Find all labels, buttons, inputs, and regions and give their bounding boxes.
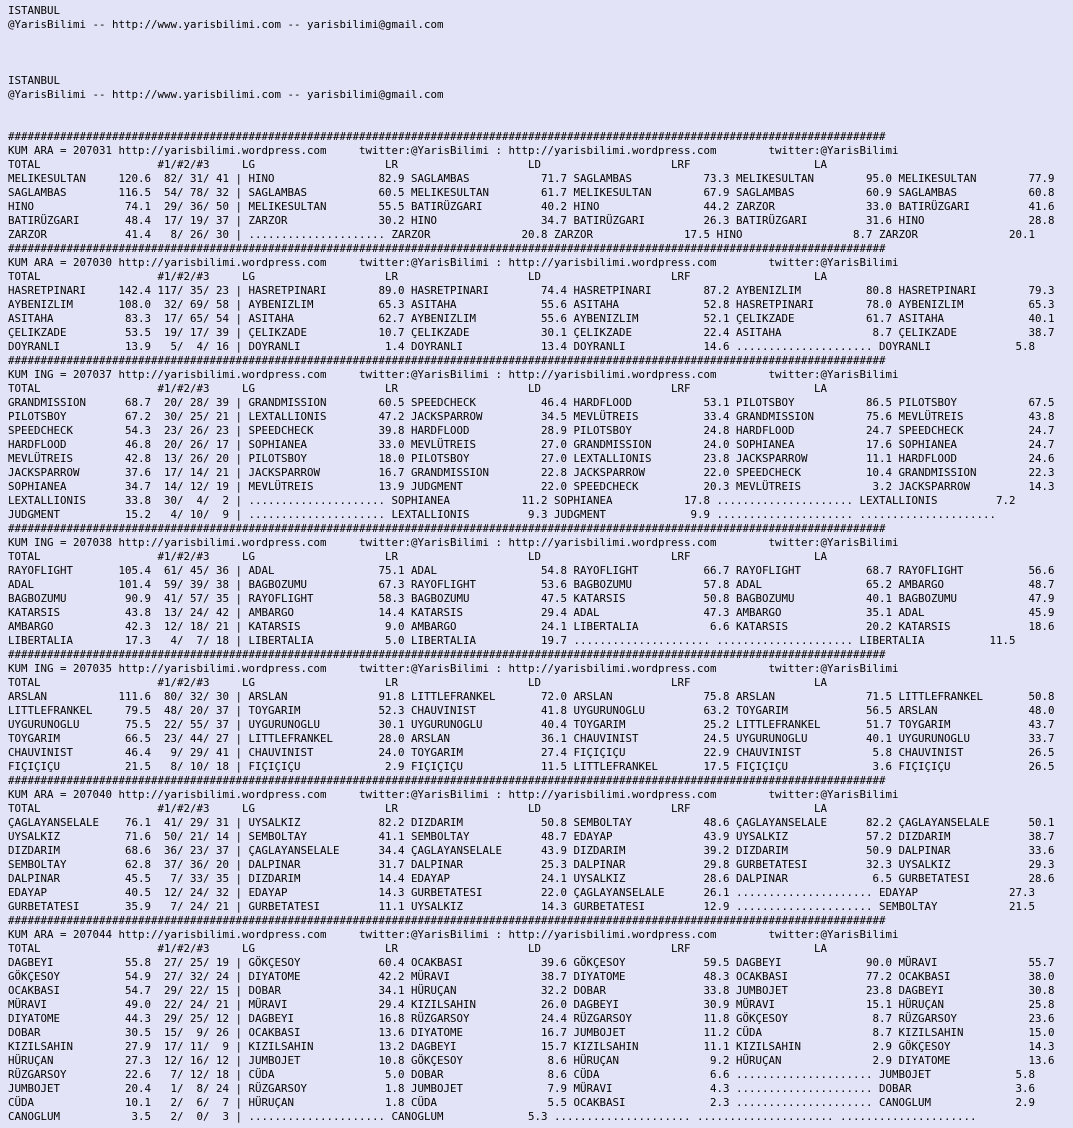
separator-line: #######################################################################################################################################	[8, 130, 886, 143]
race-header-line: KUM ARA = 207030 http://yarisbilimi.wordpress.com twitter:@YarisBilimi : http://yarisbilimi.wordpress.com twitter:@YarisBilimi	[8, 256, 899, 269]
report-line: ASITAHA 83.3 17/ 65/ 54 | ASITAHA 62.7 AYBENIZLIM 55.6 AYBENIZLIM 52.1 ÇELIKZADE 61.7 ASITAHA 40.1	[8, 312, 1055, 325]
race-header-line: KUM ARA = 207040 http://yarisbilimi.wordpress.com twitter:@YarisBilimi : http://yarisbilimi.wordpress.com twitter:@YarisBilimi	[8, 788, 899, 801]
column-header-line: TOTAL #1/#2/#3 LG LR LD LRF LA	[8, 382, 828, 395]
report-line: DOBAR 30.5 15/ 9/ 26 | OCAKBASI 13.6 DIYATOME 16.7 JUMBOJET 11.2 CÜDA 8.7 KIZILSAHIN 15.0	[8, 1026, 1055, 1039]
report-line: GÖKÇESOY 54.9 27/ 32/ 24 | DIYATOME 42.2 MÜRAVI 38.7 DIYATOME 48.3 OCAKBASI 77.2 OCAKBASI 38.0	[8, 970, 1055, 983]
report-line: EDAYAP 40.5 12/ 24/ 32 | EDAYAP 14.3 GURBETATESI 22.0 ÇAGLAYANSELALE 26.1 ..................... EDAYAP 27.3	[8, 886, 1036, 899]
report-line: UYGURUNOGLU 75.5 22/ 55/ 37 | UYGURUNOGLU 30.1 UYGURUNOGLU 40.4 TOYGARIM 25.2 LITTLEFRANKEL 51.7 TOYGARIM 43.7	[8, 718, 1055, 731]
report-line: SAGLAMBAS 116.5 54/ 78/ 32 | SAGLAMBAS 60.5 MELIKESULTAN 61.7 MELIKESULTAN 67.9 SAGLAMBAS 60.9 SAGLAMBAS 60.8	[8, 186, 1055, 199]
report-line: BATIRÜZGARI 48.4 17/ 19/ 37 | ZARZOR 30.2 HINO 34.7 BATIRÜZGARI 26.3 BATIRÜZGARI 31.6 HINO 28.8	[8, 214, 1055, 227]
report-line: AYBENIZLIM 108.0 32/ 69/ 58 | AYBENIZLIM 65.3 ASITAHA 55.6 ASITAHA 52.8 HASRETPINARI 78.0 AYBENIZLIM 65.3	[8, 298, 1055, 311]
race-header-line: KUM ARA = 207031 http://yarisbilimi.wordpress.com twitter:@YarisBilimi : http://yarisbilimi.wordpress.com twitter:@YarisBilimi	[8, 144, 899, 157]
report-line: BAGBOZUMU 90.9 41/ 57/ 35 | RAYOFLIGHT 58.3 BAGBOZUMU 47.5 KATARSIS 50.8 BAGBOZUMU 40.1 BAGBOZUMU 47.9	[8, 592, 1055, 605]
report-line: SEMBOLTAY 62.8 37/ 36/ 20 | DALPINAR 31.7 DALPINAR 25.3 DALPINAR 29.8 GURBETATESI 32.3 UYSALKIZ 29.3	[8, 858, 1055, 871]
column-header-line: TOTAL #1/#2/#3 LG LR LD LRF LA	[8, 158, 828, 171]
report-line: SOPHIANEA 34.7 14/ 12/ 19 | MEVLÜTREIS 13.9 JUDGMENT 22.0 SPEEDCHECK 20.3 MEVLÜTREIS 3.2 JACKSPARROW 14.3	[8, 480, 1055, 493]
report-line	[8, 102, 1065, 116]
report-line	[8, 32, 1065, 46]
race-header-line: KUM ING = 207038 http://yarisbilimi.wordpress.com twitter:@YarisBilimi : http://yarisbilimi.wordpress.com twitter:@YarisBilimi	[8, 536, 899, 549]
report-line: ARSLAN 111.6 80/ 32/ 30 | ARSLAN 91.8 LITTLEFRANKEL 72.0 ARSLAN 75.8 ARSLAN 71.5 LITTLEFRANKEL 50.8	[8, 690, 1055, 703]
report-line: LEXTALLIONIS 33.8 30/ 4/ 2 | ..................... SOPHIANEA 11.2 SOPHIANEA 17.8 ..................... LEXTALLIONIS 7.2	[8, 494, 1016, 507]
report-line	[8, 60, 1065, 74]
report-line: KATARSIS 43.8 13/ 24/ 42 | AMBARGO 14.4 KATARSIS 29.4 ADAL 47.3 AMBARGO 35.1 ADAL 45.9	[8, 606, 1055, 619]
report-line: KIZILSAHIN 27.9 17/ 11/ 9 | KIZILSAHIN 13.2 DAGBEYI 15.7 KIZILSAHIN 11.1 KIZILSAHIN 2.9 GÖKÇESOY 14.3	[8, 1040, 1055, 1053]
report-line: JUDGMENT 15.2 4/ 10/ 9 | ..................... LEXTALLIONIS 9.3 JUDGMENT 9.9 ..................... .....................	[8, 508, 997, 521]
report-line: DIZDARIM 68.6 36/ 23/ 37 | ÇAGLAYANSELALE 34.4 ÇAGLAYANSELALE 43.9 DIZDARIM 39.2 DIZDARIM 50.9 DALPINAR 33.6	[8, 844, 1055, 857]
report-line: DAGBEYI 55.8 27/ 25/ 19 | GÖKÇESOY 60.4 OCAKBASI 39.6 GÖKÇESOY 59.5 DAGBEYI 90.0 MÜRAVI 55.7	[8, 956, 1055, 969]
report-line: JUMBOJET 20.4 1/ 8/ 24 | RÜZGARSOY 1.8 JUMBOJET 7.9 MÜRAVI 4.3 ..................... DOBAR 3.6	[8, 1082, 1036, 1095]
separator-line: #######################################################################################################################################	[8, 354, 886, 367]
report-line: ÇELIKZADE 53.5 19/ 17/ 39 | ÇELIKZADE 10.7 ÇELIKZADE 30.1 ÇELIKZADE 22.4 ASITAHA 8.7 ÇELIKZADE 38.7	[8, 326, 1055, 339]
separator-line: #######################################################################################################################################	[8, 242, 886, 255]
report-line: UYSALKIZ 71.6 50/ 21/ 14 | SEMBOLTAY 41.1 SEMBOLTAY 48.7 EDAYAP 43.9 UYSALKIZ 57.2 DIZDARIM 38.7	[8, 830, 1055, 843]
report-line: HINO 74.1 29/ 36/ 50 | MELIKESULTAN 55.5 BATIRÜZGARI 40.2 HINO 44.2 ZARZOR 33.0 BATIRÜZGARI 41.6	[8, 200, 1055, 213]
report-line: HARDFLOOD 46.8 20/ 26/ 17 | SOPHIANEA 33.0 MEVLÜTREIS 27.0 GRANDMISSION 24.0 SOPHIANEA 17.6 SOPHIANEA 24.7	[8, 438, 1055, 451]
report-line: RAYOFLIGHT 105.4 61/ 45/ 36 | ADAL 75.1 ADAL 54.8 RAYOFLIGHT 66.7 RAYOFLIGHT 68.7 RAYOFLIGHT 56.6	[8, 564, 1055, 577]
separator-line: #######################################################################################################################################	[8, 648, 886, 661]
report-line: ZARZOR 41.4 8/ 26/ 30 | ..................... ZARZOR 20.8 ZARZOR 17.5 HINO 8.7 ZARZOR 20.1	[8, 228, 1036, 241]
report-line: MELIKESULTAN 120.6 82/ 31/ 41 | HINO 82.9 SAGLAMBAS 71.7 SAGLAMBAS 73.3 MELIKESULTAN 95.0 MELIKESULTAN 77.9	[8, 172, 1055, 185]
column-header-line: TOTAL #1/#2/#3 LG LR LD LRF LA	[8, 802, 828, 815]
report-line	[8, 46, 1065, 60]
report-line: ADAL 101.4 59/ 39/ 38 | BAGBOZUMU 67.3 RAYOFLIGHT 53.6 BAGBOZUMU 57.8 ADAL 65.2 AMBARGO 48.7	[8, 578, 1055, 591]
report-line: LIBERTALIA 17.3 4/ 7/ 18 | LIBERTALIA 5.0 LIBERTALIA 19.7 ..................... ..................... LIBERTALIA 11.5	[8, 634, 1016, 647]
report-line: @YarisBilimi -- http://www.yarisbilimi.com -- yarisbilimi@gmail.com	[8, 88, 444, 101]
report-line: DALPINAR 45.5 7/ 33/ 35 | DIZDARIM 14.4 EDAYAP 24.1 UYSALKIZ 28.6 DALPINAR 6.5 GURBETATESI 28.6	[8, 872, 1055, 885]
report-line: PILOTSBOY 67.2 30/ 25/ 21 | LEXTALLIONIS 47.2 JACKSPARROW 34.5 MEVLÜTREIS 33.4 GRANDMISSION 75.6 MEVLÜTREIS 43.8	[8, 410, 1055, 423]
report-line: MÜRAVI 49.0 22/ 24/ 21 | MÜRAVI 29.4 KIZILSAHIN 26.0 DAGBEYI 30.9 MÜRAVI 15.1 HÜRUÇAN 25.8	[8, 998, 1055, 1011]
column-header-line: TOTAL #1/#2/#3 LG LR LD LRF LA	[8, 942, 828, 955]
report-line: CANOGLUM 3.5 2/ 0/ 3 | ..................... CANOGLUM 5.3 ..................... ..................... .....................	[8, 1110, 977, 1123]
column-header-line: TOTAL #1/#2/#3 LG LR LD LRF LA	[8, 550, 828, 563]
report-line: MEVLÜTREIS 42.8 13/ 26/ 20 | PILOTSBOY 18.0 PILOTSBOY 27.0 LEXTALLIONIS 23.8 JACKSPARROW 11.1 HARDFLOOD 24.6	[8, 452, 1055, 465]
report-line: OCAKBASI 54.7 29/ 22/ 15 | DOBAR 34.1 HÜRUÇAN 32.2 DOBAR 33.8 JUMBOJET 23.8 DAGBEYI 30.8	[8, 984, 1055, 997]
race-header-line: KUM ARA = 207044 http://yarisbilimi.wordpress.com twitter:@YarisBilimi : http://yarisbilimi.wordpress.com twitter:@YarisBilimi	[8, 928, 899, 941]
report-line: TOYGARIM 66.5 23/ 44/ 27 | LITTLEFRANKEL 28.0 ARSLAN 36.1 CHAUVINIST 24.5 UYGURUNOGLU 40.1 UYGURUNOGLU 33.7	[8, 732, 1055, 745]
report-line: FIÇIÇIÇU 21.5 8/ 10/ 18 | FIÇIÇIÇU 2.9 FIÇIÇIÇU 11.5 LITTLEFRANKEL 17.5 FIÇIÇIÇU 3.6 FIÇIÇIÇU 26.5	[8, 760, 1055, 773]
report-line	[8, 116, 1065, 130]
report-line: DOYRANLI 13.9 5/ 4/ 16 | DOYRANLI 1.4 DOYRANLI 13.4 DOYRANLI 14.6 ..................... DOYRANLI 5.8	[8, 340, 1036, 353]
report-line: HASRETPINARI 142.4 117/ 35/ 23 | HASRETPINARI 89.0 HASRETPINARI 74.4 HASRETPINARI 87.2 AYBENIZLIM 80.8 HASRETPINARI 79.3	[8, 284, 1055, 297]
report-line: DIYATOME 44.3 29/ 25/ 12 | DAGBEYI 16.8 RÜZGARSOY 24.4 RÜZGARSOY 11.8 GÖKÇESOY 8.7 RÜZGARSOY 23.6	[8, 1012, 1055, 1025]
column-header-line: TOTAL #1/#2/#3 LG LR LD LRF LA	[8, 676, 828, 689]
report-line: SPEEDCHECK 54.3 23/ 26/ 23 | SPEEDCHECK 39.8 HARDFLOOD 28.9 PILOTSBOY 24.8 HARDFLOOD 24.7 SPEEDCHECK 24.7	[8, 424, 1055, 437]
column-header-line: TOTAL #1/#2/#3 LG LR LD LRF LA	[8, 270, 828, 283]
separator-line: #######################################################################################################################################	[8, 522, 886, 535]
report-line: @YarisBilimi -- http://www.yarisbilimi.com -- yarisbilimi@gmail.com	[8, 18, 444, 31]
report-line: ISTANBUL	[8, 4, 61, 17]
race-header-line: KUM ING = 207037 http://yarisbilimi.wordpress.com twitter:@YarisBilimi : http://yarisbilimi.wordpress.com twitter:@YarisBilimi	[8, 368, 899, 381]
report-line: JACKSPARROW 37.6 17/ 14/ 21 | JACKSPARROW 16.7 GRANDMISSION 22.8 JACKSPARROW 22.0 SPEEDCHECK 10.4 GRANDMISSION 22.3	[8, 466, 1055, 479]
report-line: AMBARGO 42.3 12/ 18/ 21 | KATARSIS 9.0 AMBARGO 24.1 LIBERTALIA 6.6 KATARSIS 20.2 KATARSIS 18.6	[8, 620, 1055, 633]
report-line: ISTANBUL	[8, 74, 61, 87]
race-header-line: KUM ING = 207035 http://yarisbilimi.wordpress.com twitter:@YarisBilimi : http://yarisbilimi.wordpress.com twitter:@YarisBilimi	[8, 662, 899, 675]
report-line: GURBETATESI 35.9 7/ 24/ 21 | GURBETATESI 11.1 UYSALKIZ 14.3 GURBETATESI 12.9 ..................... SEMBOLTAY 21.5	[8, 900, 1036, 913]
report-line: CHAUVINIST 46.4 9/ 29/ 41 | CHAUVINIST 24.0 TOYGARIM 27.4 FIÇIÇIÇU 22.9 CHAUVINIST 5.8 CHAUVINIST 26.5	[8, 746, 1055, 759]
separator-line: #######################################################################################################################################	[8, 914, 886, 927]
report-line: ÇAGLAYANSELALE 76.1 41/ 29/ 31 | UYSALKIZ 82.2 DIZDARIM 50.8 SEMBOLTAY 48.6 ÇAGLAYANSELALE 82.2 ÇAGLAYANSELALE 50.1	[8, 816, 1055, 829]
separator-line: #######################################################################################################################################	[8, 774, 886, 787]
report-line: LITTLEFRANKEL 79.5 48/ 20/ 37 | TOYGARIM 52.3 CHAUVINIST 41.8 UYGURUNOGLU 63.2 TOYGARIM 56.5 ARSLAN 48.0	[8, 704, 1055, 717]
report-line: RÜZGARSOY 22.6 7/ 12/ 18 | CÜDA 5.0 DOBAR 8.6 CÜDA 6.6 ..................... JUMBOJET 5.8	[8, 1068, 1036, 1081]
report-line: GRANDMISSION 68.7 20/ 28/ 39 | GRANDMISSION 60.5 SPEEDCHECK 46.4 HARDFLOOD 53.1 PILOTSBOY 86.5 PILOTSBOY 67.5	[8, 396, 1055, 409]
report-line: HÜRUÇAN 27.3 12/ 16/ 12 | JUMBOJET 10.8 GÖKÇESOY 8.6 HÜRUÇAN 9.2 HÜRUÇAN 2.9 DIYATOME 13.6	[8, 1054, 1055, 1067]
report-line: CÜDA 10.1 2/ 6/ 7 | HÜRUÇAN 1.8 CÜDA 5.5 OCAKBASI 2.3 ..................... CANOGLUM 2.9	[8, 1096, 1036, 1109]
